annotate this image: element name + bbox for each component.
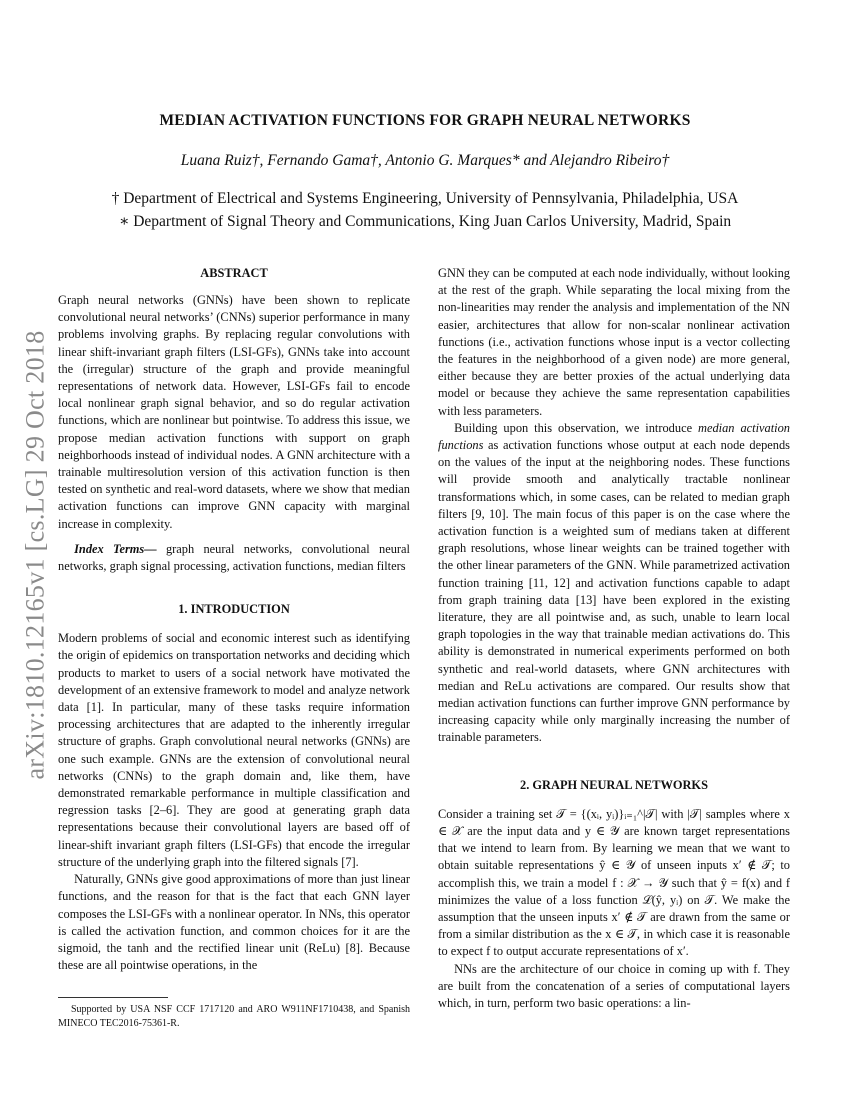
arxiv-stamp (10, 295, 60, 815)
index-terms-label: Index Terms— (74, 541, 157, 556)
intro-paragraph-1: Modern problems of social and economic interest such as identifying the origin of epidemics on transportation networks and deciding which products to market to users of a social network have motivated the development of an extensive framework to model and analyze network data [1]. In particular, many of these tasks require information processing architectures that are adapted to the inherently irregular structure of graphs. Graph convolutional neural networks (GNNs) are one such example. GNNs are the extension of convolutional neural networks (CNNs) to the graph domain and, like them, have demonstrated remarkable performance in multiple classification and regression tasks [2–6]. They are good at generating graph data representations because their convolutional layers are based off of linear-shift invariant graph filters (LSI-GFs) that encode the irregular structure of the underlying graph into the filtered signals [7]. (58, 631, 410, 869)
footnote: Supported by USA NSF CCF 1717120 and ARO W911NF1710438, and Spanish MINECO TEC2016-75361-R. (58, 1004, 410, 1029)
intro-paragraph-4 (438, 420, 790, 747)
intro-paragraph-3: GNN they can be computed at each node individually, without looking at the rest of the graph. While separating the local mixing from the non-linearities may render the analysis and implementation of the NN easier, architectures that allow for non-scalar nonlinear activation functions (i.e., activation functions whose input is a vector collecting the features in the neighborhood of a given node) are more general, either because they are better proxies of the actual underlying data model or because they achieve the same representation capabilities with less parameters. (438, 266, 790, 418)
paper-title: MEDIAN ACTIVATION FUNCTIONS FOR GRAPH NEURAL NETWORKS (159, 112, 691, 129)
abstract-heading: ABSTRACT (200, 266, 268, 280)
authors: Luana Ruiz†, Fernando Gama†, Antonio G. Marques* and Alejandro Ribeiro† (180, 152, 670, 169)
gnn-heading: 2. GRAPH NEURAL NETWORKS (520, 777, 708, 792)
footnote-rule (58, 997, 168, 998)
intro-p4-rest: as activation functions whose output at each node depends on the values of the input at the neighboring nodes. These functions will provide smooth and analytically tractable nonlinear transformations which, in some cases, can be related to median graph filters [9, 10]. The main focus of this paper is on the case where the activation function is a weighted sum of medians taken at different graph resolutions, whose linear weights can be trained together with the other linear parameters of the GNN. While parametrized activation function training [11, 12] and activation functions capable to adapt from graph training data [13] have been explored in the existing literature, they are all pointwise and, as such, unable to learn local graph topologies in the way that trainable median activations do. This ability is demonstrated in numerical experiments performed on both synthetic and real-world datasets, where GNN architectures with median and ReLu activations are compared. Our results show that median activation functions can further improve GNN performance by increasing capacity while only marginally increasing the number of trainable parameters. (438, 438, 790, 745)
intro-p4-start: Building upon this observation, we introduce (454, 420, 699, 435)
gnn-paragraph-2: NNs are the architecture of our choice in coming up with f. They are built from the concatenation of a series of computational layers which, in turn, perform two basic operations: a lin- (438, 961, 790, 1010)
index-terms (58, 541, 410, 575)
intro-heading: 1. INTRODUCTION (178, 602, 290, 617)
affiliation-1: † Department of Electrical and Systems Engineering, University of Pennsylvania, Philadelphia, USA (111, 190, 739, 207)
intro-paragraph-2: Naturally, GNNs give good approximations of more than just linear functions, and the reason for that is the fact that each GNN layer composes the LSI-GFs with a nonlinear operator. In NNs, this operator is called the activation function, and common choices for it are the sigmoid, the tanh and the rectified linear unit (ReLu) [8]. Because these are all pointwise operations, in the (58, 872, 410, 973)
arxiv-stamp-text: arXiv:1810.12165v1 [cs.LG] 29 Oct 2018 (20, 330, 49, 780)
right-column (438, 265, 790, 1012)
index-terms-text: graph neural networks, convolutional neural networks, graph signal processing, activation functions, median filters (58, 541, 410, 574)
gnn-paragraph-1: Consider a training set 𝒯 = {(xᵢ, yᵢ)}ᵢ₌₁^|𝒯| with |𝒯| samples where x ∈ 𝒳 are the input data and y ∈ 𝒴 are known target representations that we intend to learn from. By learning we mean that we want to obtain suitable representations ŷ ∈ 𝒴 of unseen inputs x′ ∉ 𝒯; to accomplish this, we train a model f : 𝒳 → 𝒴 such that ŷ = f(x) and f minimizes the value of a loss function ℒ(ŷ, yᵢ) on 𝒯. We make the assumption that the unseen inputs x′ ∉ 𝒯 are drawn from the same or from a similar distribution as the x ∈ 𝒯, in which case it is reasonable to expect f to output accurate representations of x′. (438, 806, 790, 959)
affiliation-2: ∗ Department of Signal Theory and Communications, King Juan Carlos University, Madrid, Spain (118, 213, 732, 230)
left-column (58, 265, 410, 974)
median-activation-term: median activation functions (438, 420, 790, 453)
abstract-text: Graph neural networks (GNNs) have been shown to replicate convolutional neural networks’ (CNNs) superior performance in many problems involving graphs. By replacing regular convolutions with linear shift-invariant graph filters (LSI-GFs), GNNs take into account the (irregular) structure of the graph and provide meaningful representations of network data. However, LSI-GFs fail to encode local nonlinear graph signal behavior, and so do regular activation functions, which are nonlinear but pointwise. To address this issue, we propose median activation functions with support on graph neighborhoods instead of individual nodes. A GNN architecture with a trainable multiresolution version of this activation function is then tested on synthetic and real-word datasets, where we show that median activation functions can improve GNN capacity with marginal increase in complexity. (58, 293, 410, 531)
